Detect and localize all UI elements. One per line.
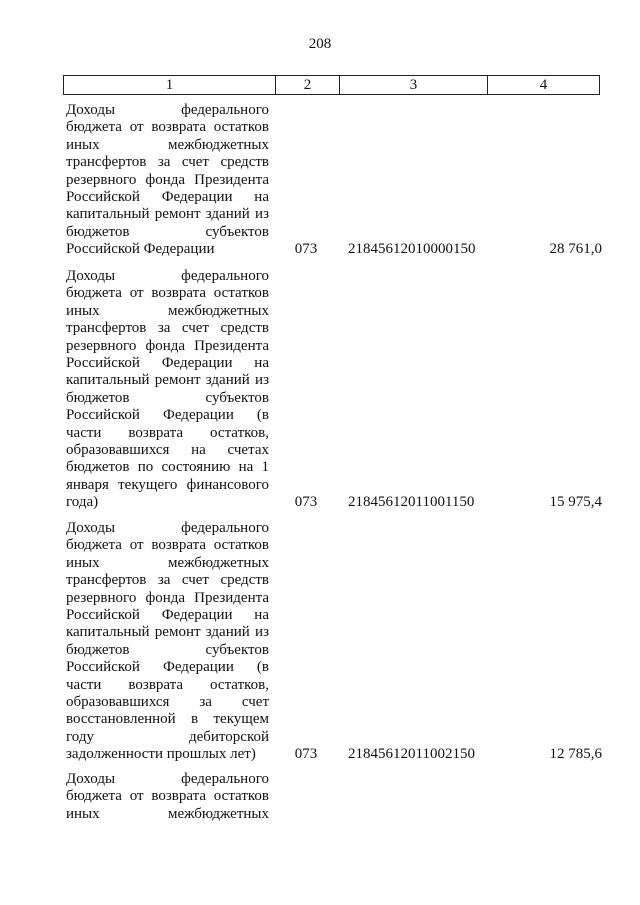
description-line: бюджета от возврата остатков xyxy=(66,537,269,554)
description-line: Российской Федерации (в xyxy=(66,407,269,424)
row-sum: 28 761,0 xyxy=(549,241,602,258)
row-sum: 15 975,4 xyxy=(549,494,602,511)
description-line: образовавшихся за счет xyxy=(66,694,269,711)
description-line: иных межбюджетных xyxy=(66,554,269,571)
row-description xyxy=(66,771,269,823)
row-description xyxy=(66,268,269,512)
row-sum: 12 785,6 xyxy=(549,746,602,763)
description-line: Доходы федерального xyxy=(66,102,269,118)
description-line: трансфертов за счет средств xyxy=(66,572,269,589)
column-header-table xyxy=(63,75,600,95)
description-line: Российской Федерации на xyxy=(66,355,269,372)
description-line: трансфертов за счет средств xyxy=(66,320,269,337)
column-header-3: 3 xyxy=(340,76,488,95)
column-header-4: 4 xyxy=(488,76,600,95)
description-line: восстановленной в текущем xyxy=(66,711,269,728)
description-line: резервного фонда Президента xyxy=(66,337,269,354)
description-line: бюджета от возврата остатков xyxy=(66,788,269,805)
description-line: бюджета от возврата остатков xyxy=(66,119,269,136)
description-line: Российской Федерации на xyxy=(66,607,269,624)
description-line: бюджетов субъектов xyxy=(66,389,269,406)
description-line: бюджетов по состоянию на 1 xyxy=(66,459,269,476)
description-line: Доходы федерального xyxy=(66,520,269,536)
description-line: капитальный ремонт зданий из xyxy=(66,624,269,641)
description-line: трансфертов за счет средств xyxy=(66,154,269,171)
description-line: части возврата остатков, xyxy=(66,676,269,693)
row-kbk: 21845612011001150 xyxy=(348,494,475,511)
description-line: Доходы федерального xyxy=(66,268,269,284)
page-number: 208 xyxy=(308,36,332,52)
description-line: бюджетов субъектов xyxy=(66,223,269,240)
description-line: задолженности прошлых лет) xyxy=(66,746,256,763)
description-line: иных межбюджетных xyxy=(66,302,269,319)
row-kbk: 21845612010000150 xyxy=(348,241,476,258)
description-line: части возврата остатков, xyxy=(66,424,269,441)
description-line: резервного фонда Президента xyxy=(66,589,269,606)
description-line: резервного фонда Президента xyxy=(66,171,269,188)
row-code: 073 xyxy=(294,494,318,511)
column-header-row xyxy=(64,76,600,95)
description-line: Российской Федерации xyxy=(66,241,215,258)
description-line: капитальный ремонт зданий из xyxy=(66,372,269,389)
column-header-2: 2 xyxy=(276,76,340,95)
description-line: Российской Федерации на xyxy=(66,189,269,206)
row-kbk: 21845612011002150 xyxy=(348,746,475,763)
row-code: 073 xyxy=(294,746,318,763)
description-line: образовавшихся на счетах xyxy=(66,442,269,459)
column-header-1: 1 xyxy=(64,76,276,95)
row-description xyxy=(66,102,269,259)
description-line: иных межбюджетных xyxy=(66,136,269,153)
description-line: Российской Федерации (в xyxy=(66,659,269,676)
description-line: году дебиторской xyxy=(66,728,269,745)
description-line: бюджетов субъектов xyxy=(66,641,269,658)
description-line: Доходы федерального xyxy=(66,771,269,787)
description-line: бюджета от возврата остатков xyxy=(66,285,269,302)
description-line: иных межбюджетных xyxy=(66,805,269,822)
row-description xyxy=(66,520,269,764)
row-code: 073 xyxy=(294,241,318,258)
description-line: года) xyxy=(66,494,99,511)
description-line: капитальный ремонт зданий из xyxy=(66,206,269,223)
description-line: января текущего финансового xyxy=(66,476,269,493)
